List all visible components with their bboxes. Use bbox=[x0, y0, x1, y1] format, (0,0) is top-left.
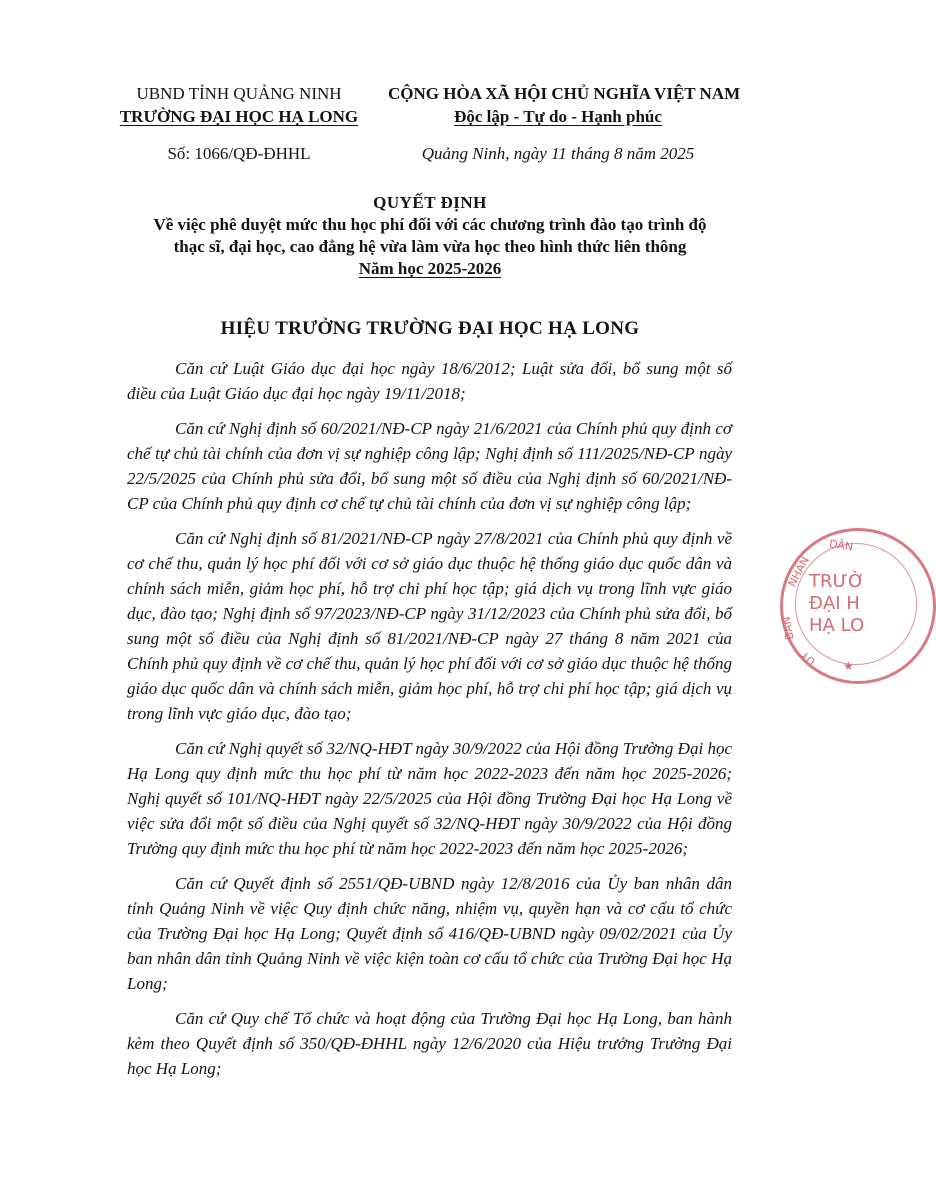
legal-basis-paragraph: Căn cứ Nghị quyết số 32/NQ-HĐT ngày 30/9/2022 của Hội đồng Trường Đại học Hạ Long quy định mức thu học phí từ năm học 2022-2023 đến năm học 2025-2026; Nghị quyết số 101/NQ-HĐT ngày 22/5/2025 của Hội đồng Trường Đại học Hạ Long về việc sửa đổi một số điều của Nghị quyết số 32/NQ-HĐT ngày 30/9/2022 của Hội đồng Trường quy định mức thu học phí từ năm học 2022-2023 đến năm học 2025-2026; bbox=[127, 739, 732, 858]
seal-text-line: TRƯỜ bbox=[809, 571, 865, 592]
decision-subject-line-3: Năm học 2025-2026 bbox=[358, 259, 502, 278]
legal-basis-paragraph: Căn cứ Luật Giáo dục đại học ngày 18/6/2012; Luật sửa đổi, bổ sung một số điều của Luật Giáo dục đại học ngày 19/11/2018; bbox=[127, 359, 732, 403]
seal-star-icon: ★ bbox=[843, 659, 854, 673]
decision-subject-line-2: thạc sĩ, đại học, cao đẳng hệ vừa làm vừa học theo hình thức liên thông bbox=[173, 237, 687, 256]
issue-date: Quảng Ninh, ngày 11 tháng 8 năm 2025 bbox=[421, 144, 695, 163]
legal-basis-section bbox=[127, 356, 732, 1091]
seal-text-line: ĐẠI H bbox=[809, 593, 860, 614]
seal-arc-text: BAN bbox=[779, 615, 797, 641]
authority-name: UBND TỈNH QUẢNG NINH bbox=[136, 84, 342, 103]
issuer-title: HIỆU TRƯỞNG TRƯỜNG ĐẠI HỌC HẠ LONG bbox=[220, 318, 640, 339]
national-motto: Độc lập - Tự do - Hạnh phúc bbox=[454, 107, 662, 126]
legal-basis-paragraph: Căn cứ Nghị định số 81/2021/NĐ-CP ngày 27/8/2021 của Chính phủ quy định về cơ chế thu, quản lý học phí đối với cơ sở giáo dục thuộc hệ thống giáo dục quốc dân và chính sách miễn, giảm học phí, hỗ trợ chi phí học tập; giá dịch vụ trong lĩnh vực giáo dục, đào tạo; Nghị định số 97/2023/NĐ-CP ngày 31/12/2023 của Chính phủ sửa đổi, bổ sung một số điều của Nghị định số 81/2021/NĐ-CP ngày 27 tháng 8 năm 2021 của Chính phủ quy định về cơ chế thu, quản lý học phí đối với cơ sở giáo dục thuộc hệ thống giáo dục quốc dân và chính sách miễn, giảm học phí, hỗ trợ chi phí học tập; giá dịch vụ trong lĩnh vực giáo dục, đào tạo; bbox=[127, 529, 732, 723]
school-name: TRƯỜNG ĐẠI HỌC HẠ LONG bbox=[119, 107, 359, 126]
legal-basis-paragraph: Căn cứ Quy chế Tổ chức và hoạt động của Trường Đại học Hạ Long, ban hành kèm theo Quyết định số 350/QĐ-ĐHHL ngày 12/6/2020 của Hiệu trưởng Trường Đại học Hạ Long; bbox=[127, 1009, 732, 1078]
seal-arc-text: NHÂN bbox=[785, 554, 813, 590]
legal-basis-paragraph: Căn cứ Nghị định số 60/2021/NĐ-CP ngày 21/6/2021 của Chính phủ quy định cơ chế tự chủ tài chính của đơn vị sự nghiệp công lập; Nghị định số 111/2025/NĐ-CP ngày 22/5/2025 của Chính phủ sửa đổi, bổ sung một số điều của Nghị định số 60/2021/NĐ-CP của Chính phủ quy định cơ chế tự chủ tài chính của đơn vị sự nghiệp công lập; bbox=[127, 419, 732, 513]
issuing-body-block bbox=[108, 82, 370, 164]
official-seal-stamp bbox=[780, 528, 936, 684]
decision-title-block bbox=[100, 192, 760, 280]
national-header-block bbox=[388, 82, 741, 164]
seal-arc-text: DÂN bbox=[828, 537, 854, 554]
decision-subject-line-1: Về việc phê duyệt mức thu học phí đối với các chương trình đào tạo trình độ bbox=[153, 215, 707, 234]
decision-heading: QUYẾT ĐỊNH bbox=[373, 193, 487, 212]
legal-basis-paragraph: Căn cứ Quyết định số 2551/QĐ-UBND ngày 12/8/2016 của Ủy ban nhân dân tỉnh Quảng Ninh về việc Quy định chức năng, nhiệm vụ, quyền hạn và cơ cấu tổ chức của Trường Đại học Hạ Long; Quyết định số 416/QĐ-UBND ngày 09/02/2021 của Ủy ban nhân dân tỉnh Quảng Ninh về việc kiện toàn cơ cấu tổ chức của Trường Đại học Hạ Long; bbox=[127, 874, 732, 993]
document-number: Số: 1066/QĐ-ĐHHL bbox=[167, 144, 311, 163]
seal-arc-text: UY bbox=[798, 648, 818, 669]
country-name: CỘNG HÒA XÃ HỘI CHỦ NGHĨA VIỆT NAM bbox=[388, 84, 741, 103]
seal-text-line: HẠ LO bbox=[809, 615, 865, 636]
